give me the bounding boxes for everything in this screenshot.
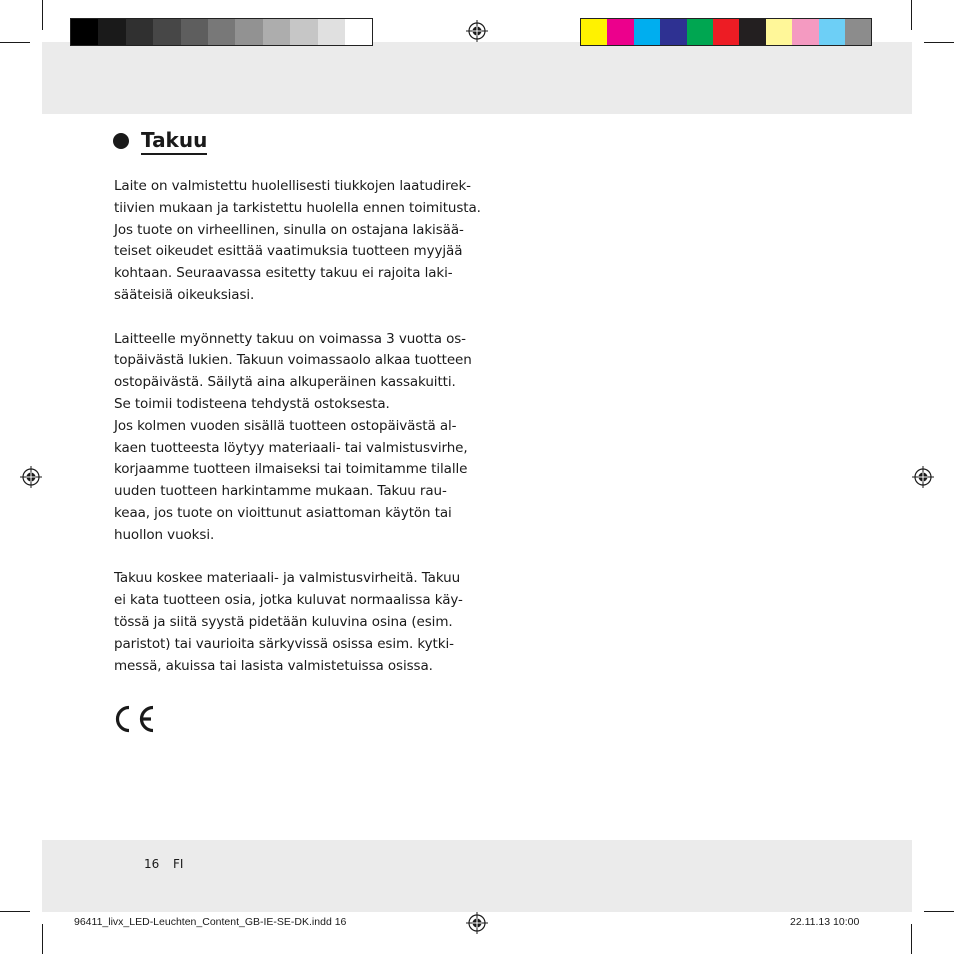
color-calibration-bar (580, 18, 872, 46)
text-line: Jos kolmen vuoden sisällä tuotteen ostopäivästä al- (114, 417, 457, 434)
text-line: Laitteelle myönnetty takuu on voimassa 3 vuotta os- (114, 330, 466, 347)
grayscale-calibration-bar (70, 18, 373, 46)
text-line: Se toimii todisteena tehdystä ostoksesta. (114, 395, 390, 412)
gray-swatch (153, 19, 180, 45)
text-line: kohtaan. Seuraavassa esitetty takuu ei rajoita laki- (114, 265, 453, 282)
text-line: ostopäivästä. Säilytä aina alkuperäinen kassakuitti. (114, 374, 456, 391)
paragraph (114, 568, 494, 677)
text-line: Takuu koskee materiaali- ja valmistusvirheitä. Takuu (114, 570, 461, 587)
text-line: Laite on valmistettu huolellisesti tiukkojen laatudirek- (114, 178, 471, 194)
paragraph (114, 329, 494, 547)
section-heading (113, 127, 207, 155)
gray-swatch (208, 19, 235, 45)
registration-mark-icon (466, 20, 488, 42)
section-title: Takuu (141, 127, 207, 155)
text-line: korjaamme tuotteen ilmaiseksi tai toimitamme tilalle (114, 461, 468, 478)
page-language: FI (173, 857, 184, 871)
text-line: keaa, jos tuote on vioittunut asiattoman käytön tai (114, 504, 452, 521)
color-swatch (845, 19, 871, 45)
text-line: Jos tuote on virheellinen, sinulla on ostajana lakisää- (114, 221, 464, 238)
text-line: topäivästä lukien. Takuun voimassaolo alkaa tuotteen (114, 352, 472, 369)
text-line: uuden tuotteen harkintamme mukaan. Takuu rau- (114, 483, 447, 500)
color-swatch (713, 19, 739, 45)
gray-swatch (98, 19, 125, 45)
text-line: paristot) tai vaurioita särkyvissä osissa esim. kytki- (114, 635, 454, 652)
gray-swatch (235, 19, 262, 45)
color-swatch (581, 19, 607, 45)
text-line: tiivien mukaan ja tarkistettu huolella ennen toimitusta. (114, 199, 481, 216)
ce-mark-icon (112, 704, 156, 734)
text-line: kaen tuotteesta löytyy materiaali- tai valmistusvirhe, (114, 439, 468, 456)
color-swatch (607, 19, 633, 45)
gray-swatch (263, 19, 290, 45)
header-band (42, 42, 912, 114)
text-line: huollon vuoksi. (114, 526, 215, 543)
color-swatch (792, 19, 818, 45)
gray-swatch (126, 19, 153, 45)
registration-mark-icon (912, 466, 934, 488)
text-line: teiset oikeudet esittää vaatimuksia tuotteen myyjää (114, 243, 463, 260)
slug-timestamp: 22.11.13 10:00 (790, 916, 860, 928)
paragraph (114, 176, 494, 307)
bullet-icon (113, 133, 129, 149)
text-line: sääteisiä oikeuksiasi. (114, 286, 255, 303)
page-number: 16 (144, 857, 160, 871)
text-line: messä, akuissa tai lasista valmistetuissa osissa. (114, 657, 433, 674)
color-swatch (766, 19, 792, 45)
color-swatch (687, 19, 713, 45)
text-line: ei kata tuotteen osia, jotka kuluvat normaalissa käy- (114, 592, 463, 609)
gray-swatch (181, 19, 208, 45)
gray-swatch (318, 19, 345, 45)
registration-mark-icon (466, 912, 488, 934)
gray-swatch (71, 19, 98, 45)
registration-mark-icon (20, 466, 42, 488)
warranty-body-text (114, 176, 494, 699)
color-swatch (634, 19, 660, 45)
color-swatch (819, 19, 845, 45)
slug-filename: 96411_livx_LED-Leuchten_Content_GB-IE-SE-DK.indd 16 (74, 916, 347, 928)
color-swatch (660, 19, 686, 45)
color-swatch (739, 19, 765, 45)
text-line: tössä ja siitä syystä pidetään kuluvina osina (esim. (114, 613, 453, 630)
gray-swatch (290, 19, 317, 45)
footer-band (42, 840, 912, 912)
gray-swatch (345, 19, 372, 45)
